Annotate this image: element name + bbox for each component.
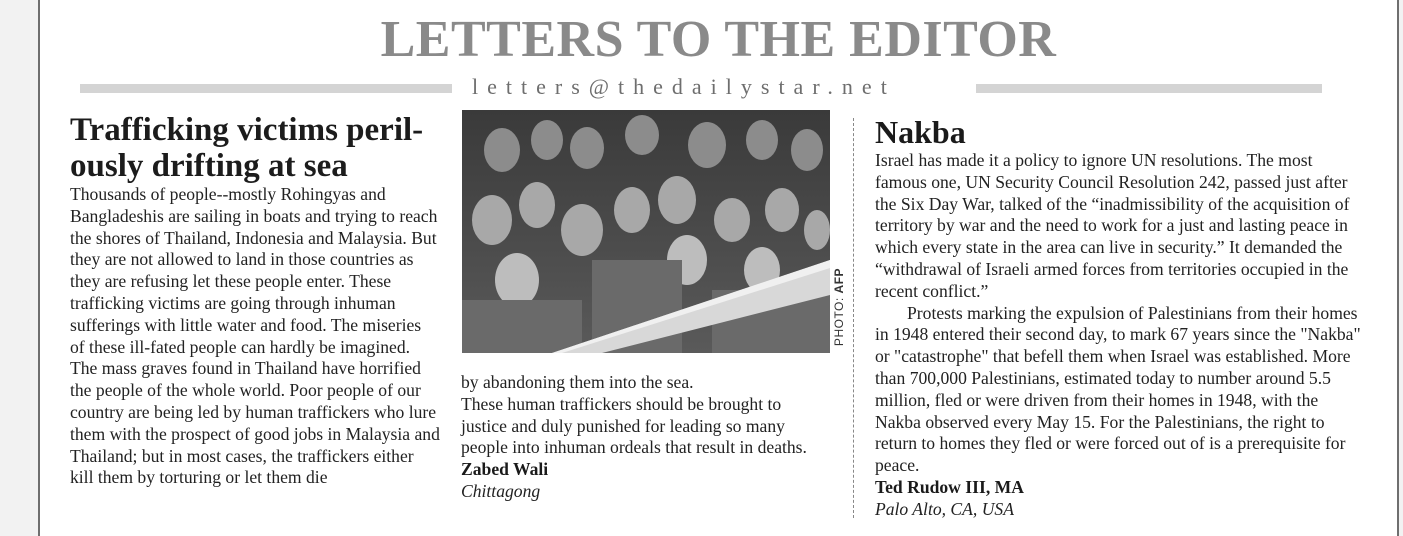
photo-image <box>462 110 830 353</box>
email-row <box>80 76 1322 98</box>
letter-author: Ted Rudow III, MA <box>875 476 1024 497</box>
letter-nakba <box>875 114 1375 521</box>
letter-headline: Trafficking victims peril- ously drifting at sea <box>70 112 424 184</box>
photo-credit: PHOTO: AFP <box>832 267 847 347</box>
left-rule <box>80 84 452 93</box>
letter-paragraph-2: Protests marking the expulsion of Palestinians from their homes in 1948 entered their second day, to mark 67 years since the "Nakba" or "catastrophe" that befell them when Israel was established. More than 700,000 Palestinians, estimated today to number around 5.5 million, fled or were driven from their homes in 1948, with the Nakba observed every May 15. For the Palestinians, the right to return to homes they fled or were forced out of is a prerequisite for peace. <box>875 302 1361 476</box>
letter-location: Chittagong <box>461 480 541 501</box>
section-email: letters@thedailystar.net <box>472 74 896 99</box>
letter-trafficking-continued <box>461 372 831 503</box>
letter-body: Thousands of people--mostly Rohingyas and Bangladeshis are sailing in boats and trying to reach the shores of Thailand, Indonesia and Malaysia. But they are not allowed to land in those countries as they are refusing let these people enter. These trafficking victims are going through inhuman sufferings with little water and food. The miseries of these ill-fated people can hardly be imagined. The mass graves found in Thailand have horrified the people of the whole world. Poor people of our country are being led by human traffickers who lure them with the prospect of good jobs in Malaysia and Thailand; but in most cases, the traffickers either kill them by torturing or let them die <box>70 184 440 488</box>
section-title: LETTERS TO THE EDITOR <box>380 11 1057 68</box>
letter-headline: Nakba <box>875 114 966 150</box>
letter-paragraph-1: Israel has made it a policy to ignore UN resolutions. The most famous one, UN Security Council Resolution 242, passed just after the Six Day War, talked of the “inadmissibility of the acquisition of territory by war and the need to work for a just and lasting peace in which every state in the area can live in security.” It demanded the “withdrawal of Israeli armed forces from territories occupied in the recent conflict.” <box>875 150 1350 301</box>
column-divider <box>853 118 854 518</box>
refugees-photo <box>462 110 830 353</box>
letter-trafficking <box>70 112 440 489</box>
letter-location: Palo Alto, CA, USA <box>875 498 1014 519</box>
right-rule <box>976 84 1322 93</box>
letter-body-closing: These human traffickers should be brought to justice and duly punished for leading so many people into inhuman ordeals that result in deaths. <box>461 393 807 458</box>
letter-author: Zabed Wali <box>461 459 549 480</box>
letter-body-continued: by abandoning them into the sea. <box>461 372 694 392</box>
